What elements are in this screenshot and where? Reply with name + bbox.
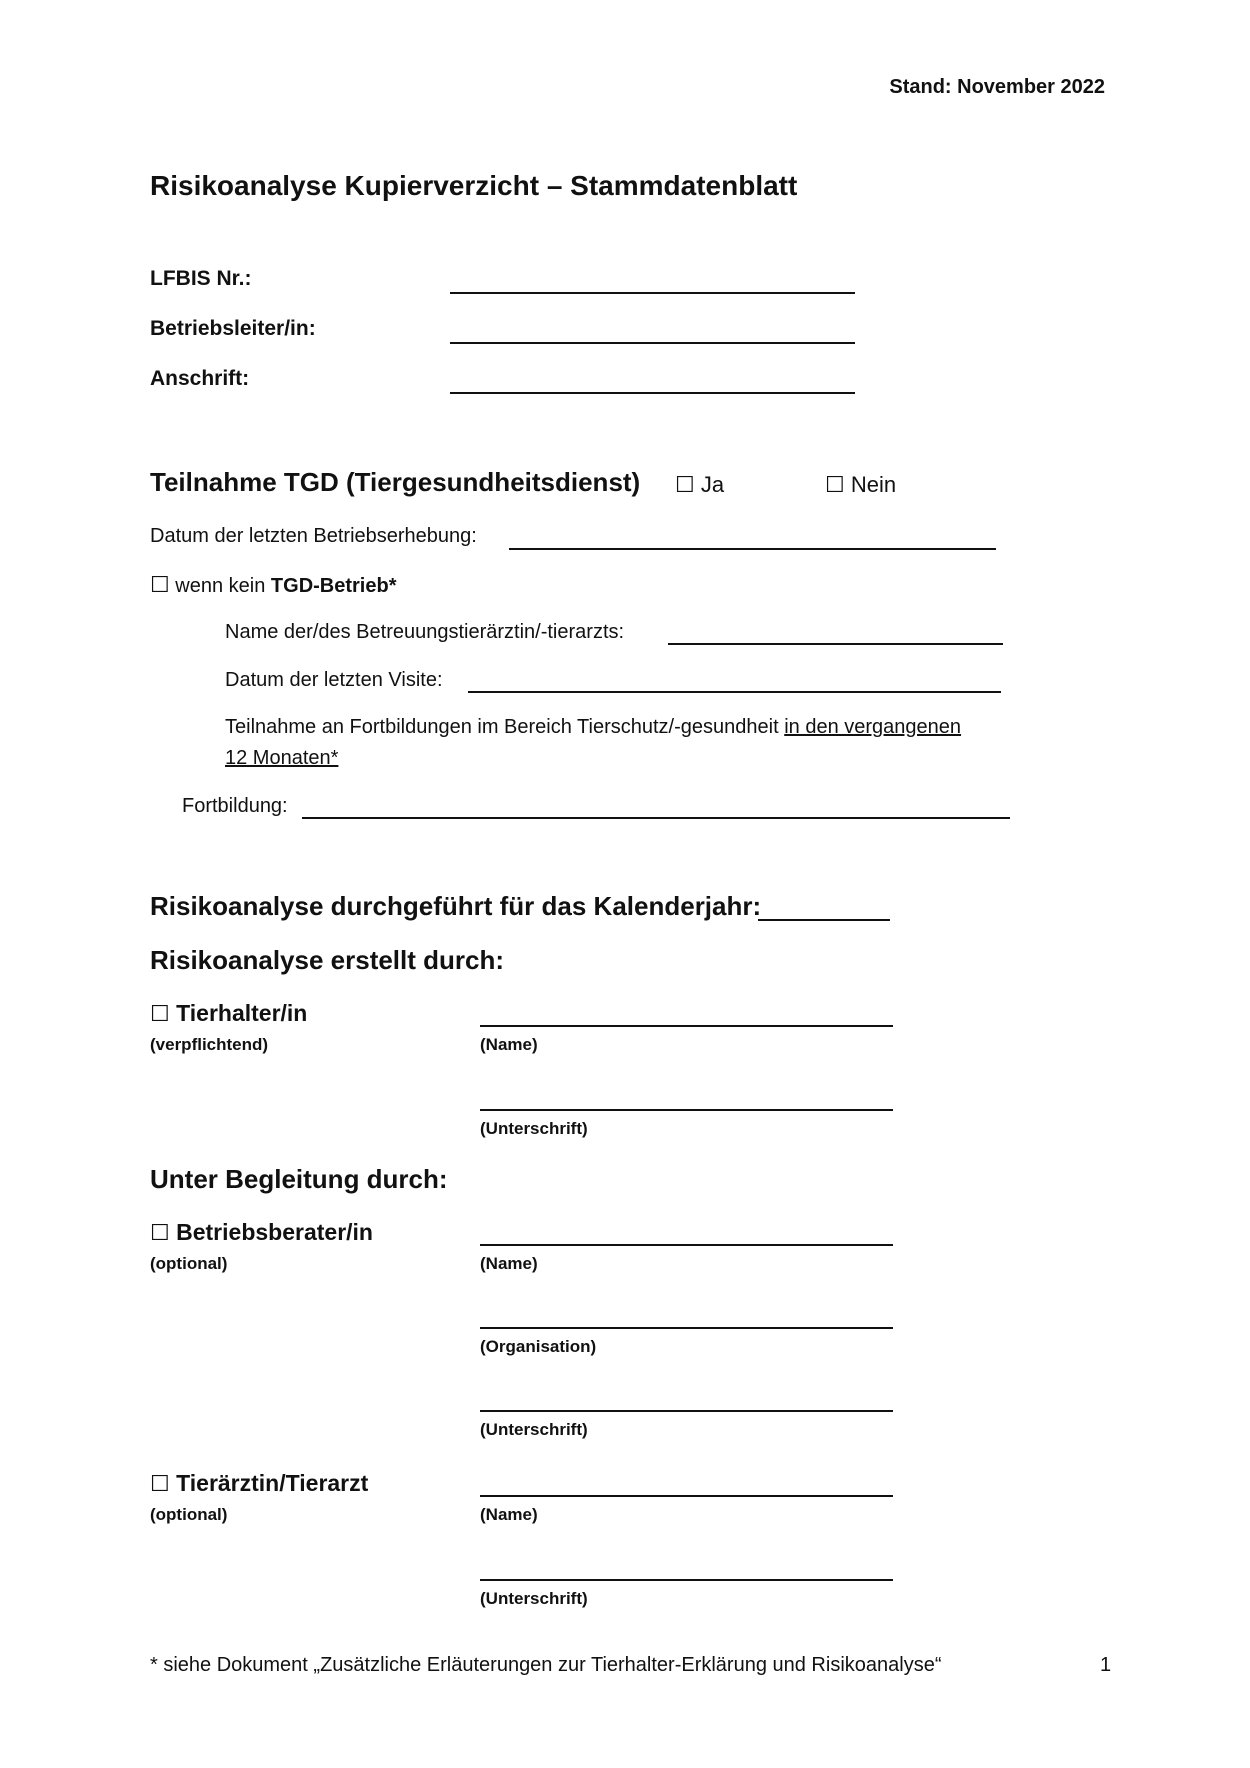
betriebsberater-organisation-caption: (Organisation)	[480, 1337, 597, 1356]
tgd-nein-option[interactable]	[825, 472, 896, 498]
ja-label: Ja	[700, 472, 725, 497]
tierhalter-note: (verpflichtend)	[150, 1035, 269, 1054]
fortbildung-label: Fortbildung:	[182, 795, 288, 817]
kein-tgd-bold: TGD-Betrieb*	[270, 575, 397, 597]
page-number: 1	[1100, 1654, 1112, 1676]
tierarzt-name-line[interactable]	[480, 1495, 893, 1497]
kalenderjahr-heading: Risikoanalyse durchgeführt für das Kalenderjahr:	[150, 891, 762, 921]
checkbox-icon[interactable]: ☐	[150, 1471, 170, 1496]
tierhalter-unterschrift-line[interactable]	[480, 1109, 893, 1111]
betriebsberater-name-line[interactable]	[480, 1244, 893, 1246]
anschrift-label: Anschrift:	[150, 367, 250, 390]
tierarzt-unterschrift-line[interactable]	[480, 1579, 893, 1581]
fortbildungen-text-main: Teilnahme an Fortbildungen im Bereich Tierschutz/-gesundheit	[225, 716, 779, 738]
checkbox-icon[interactable]: ☐	[825, 472, 845, 497]
checkbox-icon[interactable]: ☐	[675, 472, 695, 497]
kein-tgd-option[interactable]	[150, 572, 397, 598]
fortbildung-input-line[interactable]	[302, 817, 1010, 819]
erstellt-durch-heading: Risikoanalyse erstellt durch:	[150, 945, 505, 975]
betriebsleiter-label: Betriebsleiter/in:	[150, 317, 316, 340]
betriebsberater-note: (optional)	[150, 1254, 228, 1273]
nein-label: Nein	[850, 472, 897, 497]
document-date: Stand: November 2022	[889, 76, 1105, 98]
tierhalter-label: Tierhalter/in	[176, 1000, 308, 1026]
fortbildungen-text	[225, 716, 961, 739]
betriebsleiter-input-line[interactable]	[450, 342, 855, 344]
begleitung-heading: Unter Begleitung durch:	[150, 1164, 448, 1194]
fortbildungen-text-underline: in den vergangenen	[784, 716, 962, 738]
betreuungstierarzt-label: Name der/des Betreuungstierärztin/-tierarzts:	[225, 621, 625, 643]
tierhalter-name-caption: (Name)	[480, 1035, 538, 1054]
page-title: Risikoanalyse Kupierverzicht – Stammdatenblatt	[150, 170, 798, 201]
checkbox-icon[interactable]: ☐	[150, 1220, 170, 1245]
tierarzt-note: (optional)	[150, 1505, 228, 1524]
tgd-heading: Teilnahme TGD (Tiergesundheitsdienst)	[150, 467, 641, 497]
lfbis-label: LFBIS Nr.:	[150, 267, 252, 290]
lfbis-input-line[interactable]	[450, 292, 855, 294]
visite-label: Datum der letzten Visite:	[225, 669, 443, 691]
tgd-ja-option[interactable]	[675, 472, 724, 498]
betriebserhebung-label: Datum der letzten Betriebserhebung:	[150, 525, 477, 547]
betriebsberater-unterschrift-line[interactable]	[480, 1410, 893, 1412]
tierhalter-name-line[interactable]	[480, 1025, 893, 1027]
anschrift-input-line[interactable]	[450, 392, 855, 394]
tierhalter-unterschrift-caption: (Unterschrift)	[480, 1119, 588, 1138]
visite-input-line[interactable]	[468, 691, 1001, 693]
betriebsberater-unterschrift-caption: (Unterschrift)	[480, 1420, 588, 1439]
kein-tgd-prefix: wenn kein	[175, 575, 266, 597]
betriebsberater-option[interactable]	[150, 1219, 373, 1246]
betriebsberater-organisation-line[interactable]	[480, 1327, 893, 1329]
fortbildungen-text-underline-2: 12 Monaten*	[225, 747, 339, 769]
betreuungstierarzt-input-line[interactable]	[668, 643, 1003, 645]
kalenderjahr-input-line[interactable]	[758, 919, 890, 921]
tierarzt-name-caption: (Name)	[480, 1505, 538, 1524]
footer-note: * siehe Dokument „Zusätzliche Erläuterungen zur Tierhalter-Erklärung und Risikoanalyse“	[150, 1654, 942, 1676]
checkbox-icon[interactable]: ☐	[150, 572, 170, 597]
tierhalter-option[interactable]	[150, 1000, 307, 1027]
tierarzt-option[interactable]	[150, 1470, 368, 1497]
tierarzt-unterschrift-caption: (Unterschrift)	[480, 1589, 588, 1608]
tierarzt-label: Tierärztin/Tierarzt	[176, 1470, 369, 1496]
betriebsberater-label: Betriebsberater/in	[176, 1219, 373, 1245]
checkbox-icon[interactable]: ☐	[150, 1001, 170, 1026]
betriebsberater-name-caption: (Name)	[480, 1254, 538, 1273]
betriebserhebung-input-line[interactable]	[509, 548, 996, 550]
